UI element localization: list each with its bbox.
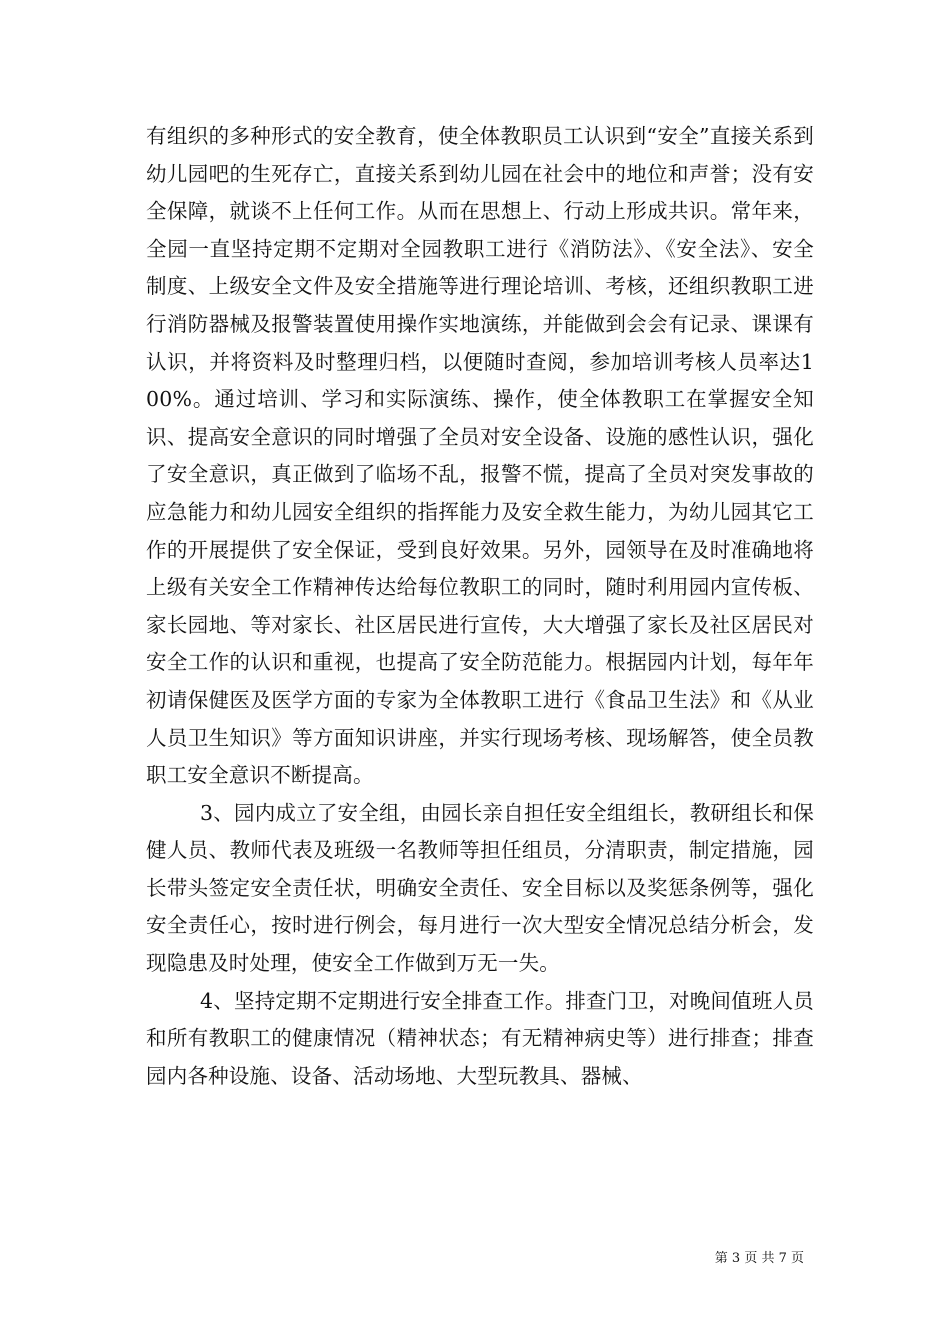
paragraph-safety-group: 3、园内成立了安全组，由园长亲自担任安全组组长，教研组长和保健人员、教师代表及班级一名教师等担任组员，分清职责，制定措施，园长带头签定安全责任状，明确安全责任、安全目标以及奖惩条例等，强化安全责任心，按时进行例会，每月进行一次大型安全情况总结分析会，发现隐患及时处理，使安全工作做到万无一失。 bbox=[146, 800, 814, 976]
paragraph-safety-education: 有组织的多种形式的安全教育，使全体教职员工认识到“安全”直接关系到幼儿园吧的生死存亡，直接关系到幼儿园在社会中的地位和声誉；没有安全保障，就谈不上任何工作。从而在思想上、行动上形成共识。常年来，全园一直坚持定期不定期对全园教职工进行《消防法》、《安全法》、安全制度、上级安全文件及安全措施等进行理论培训、考核，还组织教职工进行消防器械及报警装置使用操作实地演练，并能做到会会有记录、课课有认识，并将资料及时整理归档，以便随时查阅，参加培训考核人员率达100%。通过培训、学习和实际演练、操作，使全体教职工在掌握安全知识、提高安全意识的同时增强了全员对安全设备、设施的感性认识，强化了安全意识，真正做到了临场不乱，报警不慌，提高了全员对突发事故的应急能力和幼儿园安全组织的指挥能力及安全救生能力，为幼儿园其它工作的开展提供了安全保证，受到良好效果。另外，园领导在及时准确地将上级有关安全工作精神传达给每位教职工的同时，随时利用园内宣传板、家长园地、等对家长、社区居民进行宣传，大大增强了家长及社区居民对安全工作的认识和重视，也提高了安全防范能力。根据园内计划，每年年初请保健医及医学方面的专家为全体教职工进行《食品卫生法》和《从业人员卫生知识》等方面知识讲座，并实行现场考核、现场解答，使全员教职工安全意识不断提高。 bbox=[146, 124, 814, 788]
page-body bbox=[146, 118, 814, 1095]
page-number: 第 3 页 共 7 页 bbox=[714, 1251, 804, 1266]
paragraph-safety-inspection: 4、坚持定期不定期进行安全排查工作。排查门卫，对晚间值班人员和所有教职工的健康情况（精神状态；有无精神病史等）进行排查；排查园内各种设施、设备、活动场地、大型玩教具、器械、 bbox=[146, 988, 814, 1088]
